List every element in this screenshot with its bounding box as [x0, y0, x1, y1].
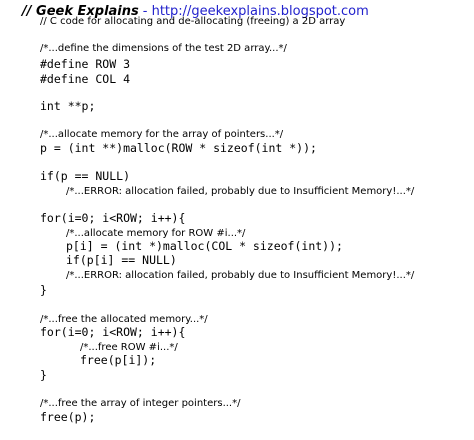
null-check-pointer-array: if(p == NULL)	[40, 169, 131, 183]
comment-allocate-pointers: /*...allocate memory for the array of pointers...*/	[40, 129, 284, 140]
comment-define-dimensions: /*...define the dimensions of the test 2D array...*/	[40, 43, 287, 54]
close-brace-free-loop: }	[40, 368, 47, 382]
blog-title: // Geek Explains	[22, 4, 139, 19]
malloc-pointer-array: p = (int **)malloc(ROW * sizeof(int *));	[40, 141, 317, 155]
null-check-row: if(p[i] == NULL)	[66, 253, 177, 267]
blog-url-link[interactable]: - http://geekexplains.blogspot.com	[142, 4, 369, 19]
close-brace-allocate-loop: }	[40, 283, 47, 297]
comment-error-allocation-1: /*...ERROR: allocation failed, probably due to Insufficient Memory!...*/	[66, 186, 415, 197]
comment-allocate-row: /*...allocate memory for ROW #i...*/	[66, 228, 246, 239]
blog-header	[22, 0, 369, 19]
for-loop-free: for(i=0; i<ROW; i++){	[40, 325, 186, 339]
define-row: #define ROW 3	[40, 57, 131, 71]
for-loop-allocate: for(i=0; i<ROW; i++){	[40, 211, 186, 225]
comment-free-memory: /*...free the allocated memory...*/	[40, 314, 208, 325]
comment-free-pointer-array: /*...free the array of integer pointers...*/	[40, 398, 241, 409]
comment-error-allocation-2: /*...ERROR: allocation failed, probably due to Insufficient Memory!...*/	[66, 270, 415, 281]
pointer-declaration: int **p;	[40, 99, 96, 113]
comment-free-row: /*...free ROW #i...*/	[80, 342, 178, 353]
code-description: // C code for allocating and de-allocating (freeing) a 2D array	[40, 16, 346, 27]
free-row-call: free(p[i]);	[80, 353, 157, 367]
malloc-row: p[i] = (int *)malloc(COL * sizeof(int));	[66, 239, 343, 253]
free-pointer-array-call: free(p);	[40, 410, 96, 424]
define-col: #define COL 4	[40, 72, 131, 86]
